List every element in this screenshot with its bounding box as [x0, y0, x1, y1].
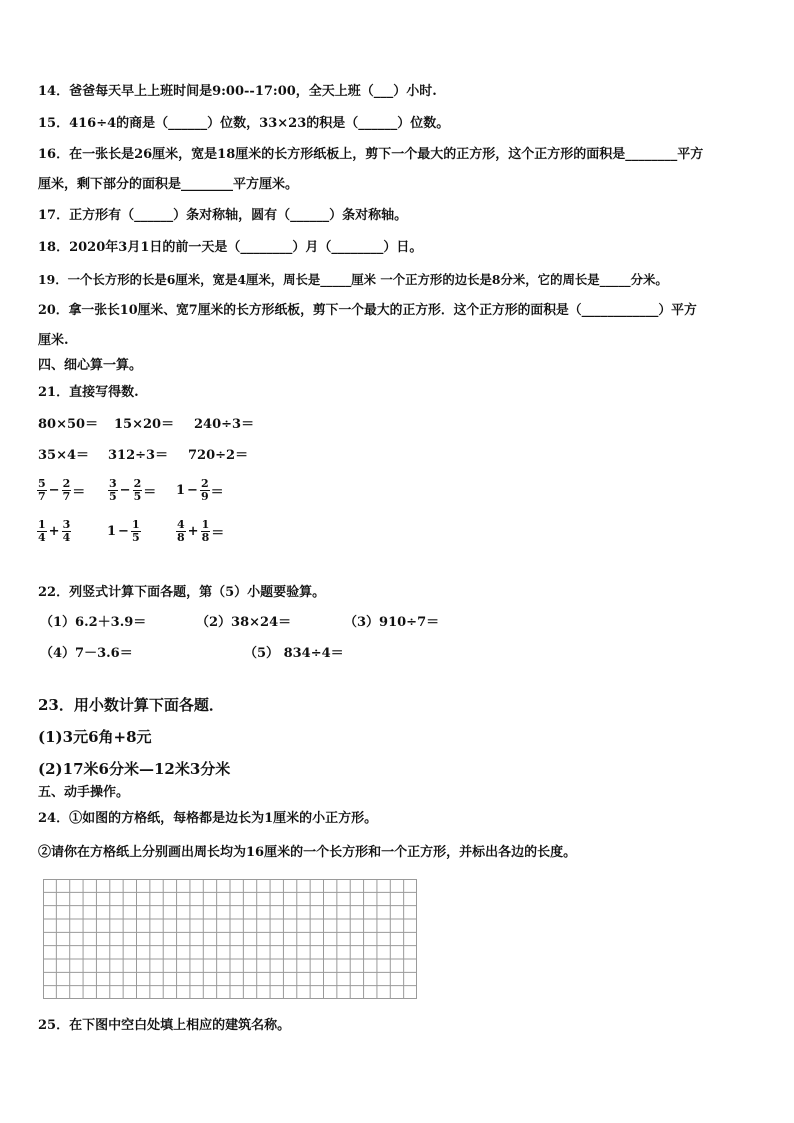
- vertical-calc-item: （1）6.2＋3.9＝: [40, 615, 147, 630]
- vertical-calc-item: （2）38×24＝: [196, 615, 292, 630]
- question-23-part1: (1)3元6角+8元: [38, 728, 152, 746]
- fraction: $\frac{2}{7}$: [62, 477, 71, 503]
- question-24-line2: ②请你在方格纸上分别画出周长均为16厘米的一个长方形和一个正方形，并标出各边的长度。: [38, 845, 577, 860]
- fraction: $\frac{3}{5}$: [109, 477, 117, 503]
- question-25: 25．在下图中空白处填上相应的建筑名称。: [38, 1018, 291, 1033]
- fraction: $\frac{2}{9}$: [200, 477, 209, 503]
- fraction-expression: 1 − $\frac{2}{9}$ ＝: [176, 477, 224, 503]
- vertical-calc-item: （5） 834÷4＝: [244, 646, 344, 661]
- question-16-line2: 厘米，剩下部分的面积是________平方厘米。: [38, 177, 299, 192]
- fraction: $\frac{3}{4}$: [62, 518, 71, 544]
- question-14: 14．爸爸每天早上上班时间是9:00--17:00，全天上班（___）小时.: [38, 84, 437, 99]
- fraction: $\frac{5}{7}$: [38, 477, 46, 503]
- calc-item: 80×50＝: [38, 417, 99, 432]
- question-16-line1: 16．在一张长是26厘米，宽是18厘米的长方形纸板上，剪下一个最大的正方形，这个正方形的面积是________平方: [38, 147, 704, 162]
- fraction-expression: $\frac{5}{7}$ − $\frac{2}{7}$ ＝: [38, 477, 86, 503]
- section-4-heading: 四、细心算一算。: [38, 358, 143, 373]
- question-24-line1: 24．①如图的方格纸，每格都是边长为1厘米的小正方形。: [38, 811, 378, 826]
- fraction: $\frac{2}{5}$: [133, 477, 142, 503]
- calc-item: 15×20＝: [114, 417, 175, 432]
- question-15: 15．416÷4的商是（______）位数，33×23的积是（______）位数。: [38, 116, 450, 131]
- fraction-expression: 1 − $\frac{1}{5}$: [107, 518, 140, 544]
- calc-item: 720÷2＝: [188, 448, 249, 463]
- calc-item: 312÷3＝: [108, 448, 169, 463]
- fraction-expression: $\frac{3}{5}$ − $\frac{2}{5}$ ＝: [109, 477, 157, 503]
- vertical-calc-item: （4）7－3.6＝: [40, 646, 133, 661]
- calc-item: 240÷3＝: [194, 417, 255, 432]
- fraction: $\frac{1}{8}$: [201, 518, 210, 544]
- question-22: 22．列竖式计算下面各题，第（5）小题要验算。: [38, 585, 326, 600]
- vertical-calc-item: （3）910÷7＝: [344, 615, 440, 630]
- section-5-heading: 五、动手操作。: [38, 785, 130, 800]
- question-23-part2: (2)17米6分米—12米3分米: [38, 760, 231, 778]
- question-18: 18．2020年3月1日的前一天是（________）月（________）日。: [38, 240, 423, 255]
- calc-item: 35×4＝: [38, 448, 90, 463]
- question-21: 21．直接写得数.: [38, 385, 139, 400]
- square-grid-paper: [43, 879, 417, 999]
- fraction-expression: $\frac{1}{4}$ + $\frac{3}{4}$: [38, 518, 71, 544]
- fraction: $\frac{1}{4}$: [38, 518, 46, 544]
- question-20-line1: 20．拿一张长10厘米、宽7厘米的长方形纸板，剪下一个最大的正方形．这个正方形的面积是（____________）平方: [38, 303, 697, 318]
- question-20-line2: 厘米.: [38, 333, 69, 348]
- question-17: 17．正方形有（______）条对称轴，圆有（______）条对称轴。: [38, 208, 408, 223]
- fraction: $\frac{4}{8}$: [177, 518, 185, 544]
- fraction: $\frac{1}{5}$: [131, 518, 140, 544]
- fraction-expression: $\frac{4}{8}$ + $\frac{1}{8}$ ＝: [177, 518, 225, 544]
- question-23: 23．用小数计算下面各题．: [38, 696, 224, 714]
- question-19: 19．一个长方形的长是6厘米，宽是4厘米，周长是_____厘米 一个正方形的边长是8分米，它的周长是_____分米。: [38, 272, 668, 287]
